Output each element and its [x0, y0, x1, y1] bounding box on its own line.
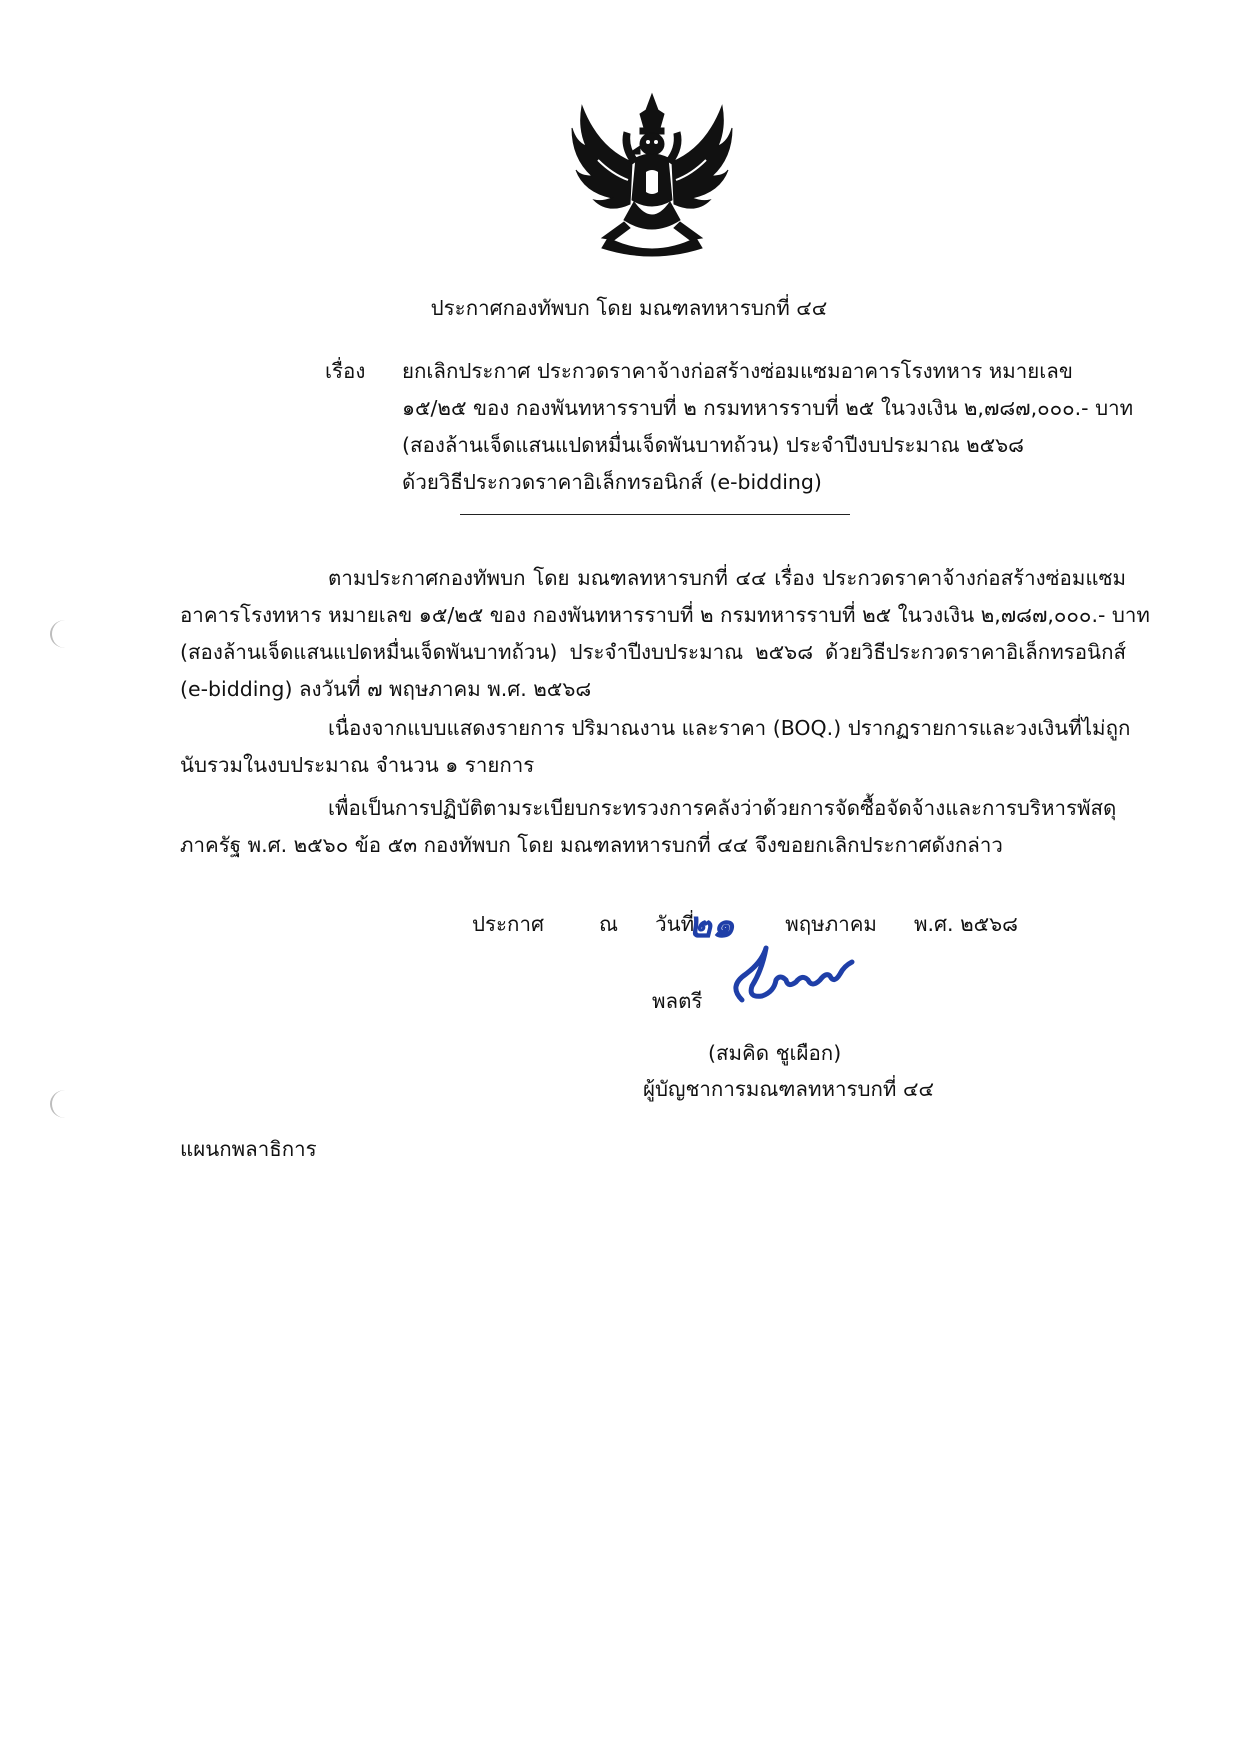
paragraph-line: เนื่องจากแบบแสดงรายการ ปริมาณงาน และราคา (BOQ.) ปรากฏรายการและวงเงินที่ไม่ถูก: [328, 716, 1131, 740]
announce-month: พฤษภาคม: [785, 912, 877, 936]
divider-line: [460, 514, 850, 515]
subject-line: ๑๕/๒๕ ของ กองพันทหารราบที่ ๒ กรมทหารราบที่ ๒๕ ในวงเงิน ๒,๗๘๗,๐๐๐.- บาท: [402, 396, 1134, 420]
paragraph-line: เพื่อเป็นการปฏิบัติตามระเบียบกระทรวงการคลังว่าด้วยการจัดซื้อจัดจ้างและการบริหารพัสดุ: [328, 796, 1117, 820]
paragraph-decision: [180, 790, 1126, 864]
paragraph-line: อาคารโรงทหาร หมายเลข ๑๕/๒๕ ของ กองพันทหารราบที่ ๒ กรมทหารราบที่ ๒๕ ในวงเงิน ๒,๗๘๗,๐๐๐.- บาท: [180, 603, 1150, 627]
paragraph-line: (e-bidding) ลงวันที่ ๗ พฤษภาคม พ.ศ. ๒๕๖๘: [180, 677, 592, 701]
garuda-emblem-icon: [568, 88, 736, 260]
signature-image: [722, 940, 862, 1010]
announce-date-line: [472, 908, 1018, 941]
paragraph-reference: [180, 560, 1150, 708]
subject-line: ยกเลิกประกาศ ประกวดราคาจ้างก่อสร้างซ่อมแซมอาคารโรงทหาร หมายเลข: [402, 359, 1073, 383]
document-title: ประกาศกองทัพบก โดย มณฑลทหารบกที่ ๔๔: [430, 296, 828, 320]
paragraph-line: (สองล้านเจ็ดแสนแปดหมื่นเจ็ดพันบาทถ้วน) ประจำปีงบประมาณ ๒๕๖๘ ด้วยวิธีประกวดราคาอิเล็กทรอนิกส์: [180, 640, 1126, 664]
announce-year: พ.ศ. ๒๕๖๘: [914, 912, 1018, 936]
subject-line: ด้วยวิธีประกวดราคาอิเล็กทรอนิกส์ (e-bidding): [402, 470, 822, 494]
subject-label: เรื่อง: [325, 359, 366, 383]
punch-hole-mark: [50, 620, 80, 648]
department-footer: แผนกพลาธิการ: [180, 1137, 317, 1161]
signer-position: ผู้บัญชาการมณฑลทหารบกที่ ๔๔: [643, 1077, 934, 1101]
announce-at: ณ: [599, 912, 619, 936]
subject-line: (สองล้านเจ็ดแสนแปดหมื่นเจ็ดพันบาทถ้วน) ประจำปีงบประมาณ ๒๕๖๘: [402, 433, 1024, 457]
punch-hole-mark: [50, 1090, 80, 1118]
paragraph-line: ตามประกาศกองทัพบก โดย มณฑลทหารบกที่ ๔๔ เรื่อง ประกวดราคาจ้างก่อสร้างซ่อมแซม: [328, 566, 1126, 590]
handwritten-day: ๒๑: [688, 905, 735, 946]
signer-name: (สมคิด ชูเผือก): [708, 1041, 842, 1065]
announce-day-label: วันที่: [655, 912, 695, 936]
paragraph-line: ภาครัฐ พ.ศ. ๒๕๖๐ ข้อ ๕๓ กองทัพบก โดย มณฑลทหารบกที่ ๔๔ จึงขอยกเลิกประกาศดังกล่าว: [180, 833, 1003, 857]
paragraph-line: นับรวมในงบประมาณ จำนวน ๑ รายการ: [180, 753, 535, 777]
signer-rank: พลตรี: [652, 989, 703, 1013]
subject-text: [402, 353, 1133, 501]
paragraph-reason: [180, 710, 1131, 784]
announce-label: ประกาศ: [472, 912, 544, 936]
